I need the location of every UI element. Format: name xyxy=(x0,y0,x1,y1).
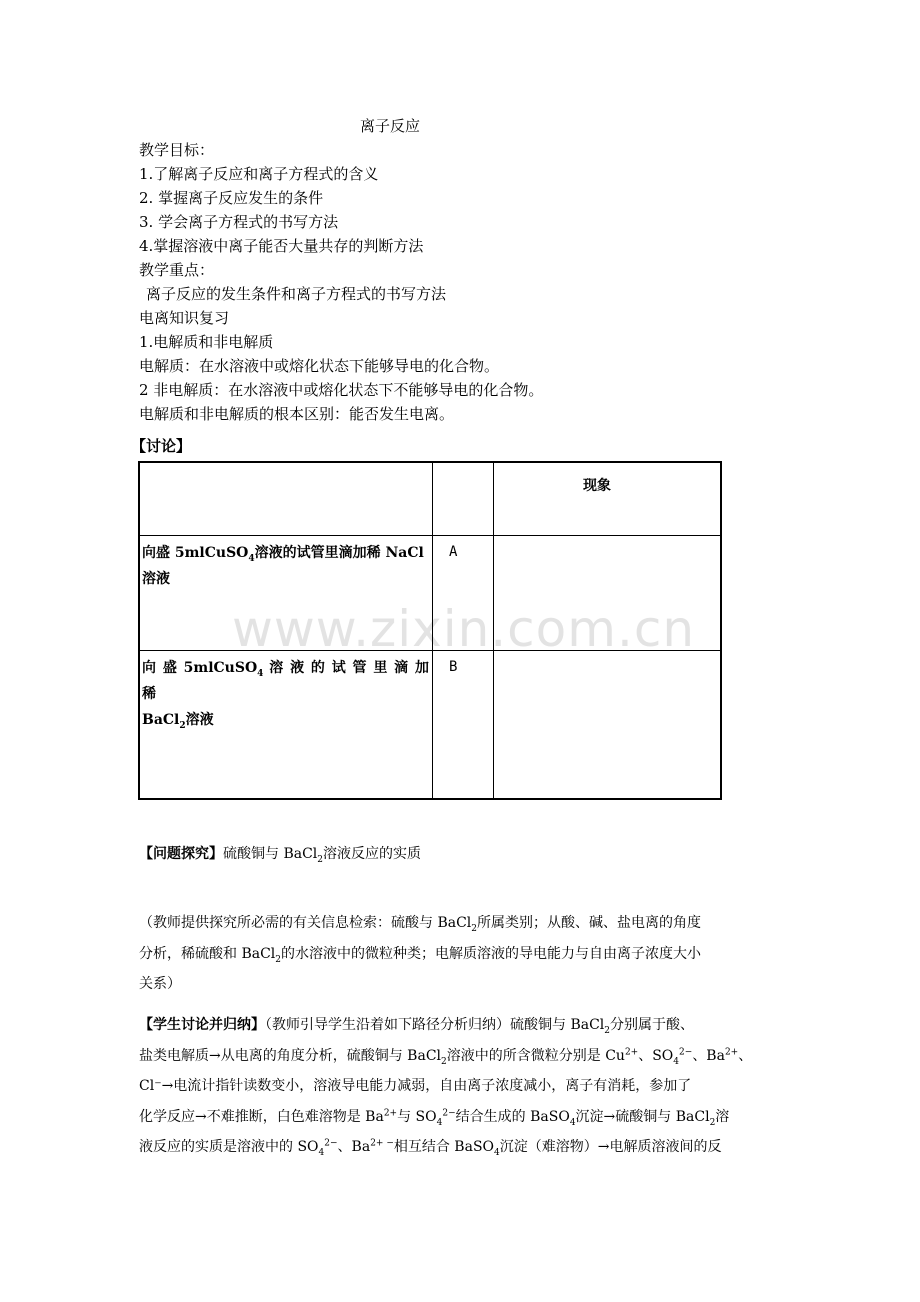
summary-paragraph: 【学生讨论并归纳】（教师引导学生沿着如下路径分析归纳）硫酸铜与 BaCl$_2$分别属于酸、 盐类电解质→从电离的角度分析，硫酸铜与 BaCl$_2$溶液中的所含微粒分别是 $Cu^{2+}$、$SO_4^{2-}$、$Ba^{2+}$、 Cl⁻→电流计指针读数变小，溶液导电能力减弱，自由离子浓度减小，离子有消耗，参加了 化学反应→不难推断，白色难溶物是 $Ba^{2+}$与 $SO_4^{2-}$结合生成的 BaSO$_4$沉淀→硫酸铜与 BaCl$_2$溶 液反应的实质是溶液中的 $SO_4^{2-}$、$Ba^{2+ -}$相互结合 BaSO$_4$沉淀（难溶物）→电解质溶液间的反 xyxy=(139,1017,753,1158)
review-line: 电解质：在水溶液中或熔化状态下能够导电的化合物。 xyxy=(139,357,500,375)
phenomenon-cell[interactable] xyxy=(494,650,722,799)
experiment-text: 向盛 5mlCuSO$_4$溶液的试管里滴加稀 NaCl 溶液 xyxy=(142,544,424,587)
review-line: 1.电解质和非电解质 xyxy=(139,333,274,351)
inquiry-paragraph: 【问题探究】硫酸铜与 BaCl$_2$溶液反应的实质 xyxy=(139,846,422,865)
objective-item: 2. 掌握离子反应发生的条件 xyxy=(139,189,324,207)
objectives-heading: 教学目标： xyxy=(139,141,215,159)
objective-item: 1.了解离子反应和离子方程式的含义 xyxy=(139,165,379,183)
experiment-text-cont: BaCl$_2$溶液 xyxy=(142,711,214,731)
phenomenon-cell[interactable] xyxy=(494,535,722,650)
watermark: www.zixin.com.cn xyxy=(232,600,696,658)
experiment-text: 向 盛 5mlCuSO$_4$ 溶 液 的 试 管 里 滴 加 稀 xyxy=(142,659,429,702)
teacher-info-paragraph: （教师提供探究所必需的有关信息检索：硫酸与 BaCl$_2$所属类别；从酸、碱、盐电离的角度 分析，稀硫酸和 BaCl$_2$的水溶液中的微粒种类；电解质溶液的导电能力与自由离子浓度大小 关系） xyxy=(139,915,702,992)
table-header-label xyxy=(433,462,494,535)
phenomenon-header: 现象 xyxy=(583,478,611,494)
key-heading: 教学重点： xyxy=(139,261,215,279)
row-mark: A xyxy=(449,543,458,560)
experiment-cell xyxy=(139,650,433,799)
review-line: 电解质和非电解质的根本区别：能否发生电离。 xyxy=(139,405,455,423)
review-heading: 电离知识复习 xyxy=(139,309,230,327)
row-mark: B xyxy=(449,658,458,675)
objective-item: 4.掌握溶液中离子能否大量共存的判断方法 xyxy=(139,237,424,255)
table-header-experiment xyxy=(139,462,433,535)
table-header-phenomenon xyxy=(494,462,722,535)
page-title: 离子反应 xyxy=(360,117,421,135)
mark-cell xyxy=(433,650,494,799)
key-text: 离子反应的发生条件和离子方程式的书写方法 xyxy=(146,285,447,303)
mark-cell xyxy=(433,535,494,650)
objective-item: 3. 学会离子方程式的书写方法 xyxy=(139,213,339,231)
table-row xyxy=(139,650,721,799)
discussion-label: 【讨论】 xyxy=(131,437,192,455)
experiment-cell xyxy=(139,535,433,650)
discussion-table xyxy=(138,461,722,800)
review-line: 2 非电解质：在水溶液中或熔化状态下不能够导电的化合物。 xyxy=(139,381,544,399)
table-row xyxy=(139,535,721,650)
